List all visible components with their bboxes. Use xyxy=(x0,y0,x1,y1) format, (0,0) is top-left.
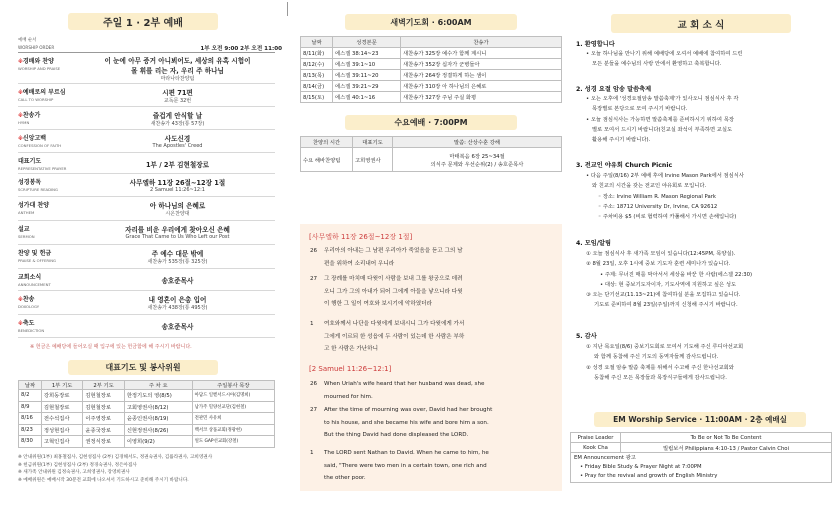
banner-title: 주일 1 · 2부 예배 xyxy=(103,18,183,29)
table-row: 8/9 김현철장로 김현철장로 고회영권사(8/12) 남가주 밀양선교단(김현철) xyxy=(19,401,275,413)
section-body: • 오늘 하나님을 만나기 위해 예배당에 오셔서 예배에 참여하여 드린 모든 분들을 예수님의 사랑 안에서 환영하고 축복합니다. xyxy=(586,51,743,68)
section-body: ① 오늘 점심식사 후 새가족 모임이 있습니다(12:45PM, 목양실). ② 8월 23일, 오후 1시에 중보 기도자 훈련 세미나가 있습니다. • 주제: 무너진 매를 막아서서 세상을 바꾼 한 사람(에스겔 22:30) • 대상: 현 중보기도자이자, 기도사역에 지원하고 싶은 성도 ③ 오는 단기선교(11.13~21)에 참여하실 분을 모집하고 있습니다. 기도로 준비하여 8월 23일(주일)까지 신청해 주시기 바랍니다. xyxy=(586,251,753,309)
order-row-worship: ※경배와 찬양 WORSHIP AND PRAISE 이 눈에 아무 증거 아니뵈어도, 세상의 유혹 시험이 몰 휘를 리는 자, 우리 주 하나님 마라나타찬양팀 xyxy=(18,54,275,84)
section-body: • 다음 주일(8/16) 2부 예배 후에 Irvine Mason Park에서 점심식사 와 친교의 시간을 갖는 전교인 야유회로 모입니다. ◦ 장소: Irvine William R. Mason Regional Park ◦ 주소: 18712 University Dr, Irvine, CA 92612 ◦ 주차비용 $5 (비로 협력하여 카풀해서 가시면 손해입니다) xyxy=(586,173,745,221)
duty-banner-title: 대표기도 및 봉사위원 xyxy=(105,363,181,372)
announcements-title: 교 회 소 식 xyxy=(677,19,725,31)
scripture-box xyxy=(300,224,562,491)
order-row-prayer: 대표기도 REPRESENTATIVE PRAYER 1부 / 2부 김현철장로 xyxy=(18,154,275,174)
verse-number: 1 xyxy=(310,321,314,327)
table-row xyxy=(571,453,832,483)
table-row: 8/16 전수석집사 이주영장로 윤종인권사(8/19) 전관민 사유희 xyxy=(19,413,275,425)
order-row-offering: 찬양 및 헌금 PRAISE & OFFERING 주 예수 대문 밖에 새찬송가 535장(통 325장) xyxy=(18,246,275,269)
note-line: ※ 안내위원(1부) 최홍철집사, 김현성집사 (2부) 김경해서도, 정권숙권사, 김률라권사, 고희영권사 xyxy=(18,455,213,460)
column-divider xyxy=(287,2,288,16)
col-header: 2부 기도 xyxy=(83,381,124,390)
table-header-row xyxy=(301,37,562,48)
dawn-prayer-banner xyxy=(345,14,517,30)
table-row: Kook Cha 빌립보서 Philippians 4:10-13 / Pastor Calvin Choi xyxy=(571,443,832,453)
table-header-row xyxy=(301,137,562,148)
order-row-creed: ※신앙고백 CONFESSION OF FAITH 사도신경 The Apostles' Creed xyxy=(18,131,275,153)
col-header: 주 차 요 xyxy=(124,381,192,390)
verse-text: When Uriah's wife heard that her husband was dead, she mourned for him. xyxy=(324,381,485,400)
verse-text: The LORD sent Nathan to David. When he came to him, he said, "There were two men in a certain town, one rich and the other poor. xyxy=(324,450,489,481)
section-title: 3. 전교인 야유회 Church Picnic xyxy=(576,162,673,169)
verse-text: 우리아의 아내는 그 남편 우리아가 죽었음을 듣고 그의 남 편을 위하여 소리내어 우니라 xyxy=(324,248,463,267)
verse-text: 그 장례를 마치매 다윗이 사람을 보내 그를 왕궁으로 데려 오니 그가 그의 아내가 되어 그에게 아들을 낳으니라 다윗 이 행한 그 일이 여호와 보시기에 악하였더라 xyxy=(324,276,463,307)
order-row-scripture: 성경봉독 SCRIPTURE READING 사무엘하 11장 26절~12장 1절 2 Samuel 11:26~12:1 xyxy=(18,175,275,197)
col-header: 찬양의 시간 xyxy=(301,137,353,148)
note-line: ※ 새가족 안내위원 김정숙권사, 고희영권사, 장영희권사 xyxy=(18,470,130,476)
col-header: 찬송가 xyxy=(401,37,562,48)
em-announcement-item: • Friday Bible Study & Prayer Night at 7:00PM xyxy=(580,464,702,470)
offering-note: ※ 헌금은 예배당에 들어오실 때 입구에 있는 헌금함에 해 주시기 바랍니다. xyxy=(30,344,192,350)
korean-reference: [사무엘하 11장 26절~12장 1절] xyxy=(309,233,413,241)
order-row-hymn: ※찬송가 HYMN 즐겁게 안식할 날 새찬송가 43장(통 57장) xyxy=(18,108,275,130)
em-banner-title: EM Worship Service · 11:00AM · 2층 예배실 xyxy=(613,415,787,424)
verse-number: 26 xyxy=(310,248,318,254)
verse-text: After the time of mourning was over, David had her brought to his house, and she became his wife and bore him a son. But the thing David had done displeased the LORD. xyxy=(324,407,493,438)
table-row: 8/30 고혁인집사 권정식장로 이영희(9/2) 얼도 GAP선교회(강철) xyxy=(19,436,275,448)
dawn-banner-title: 새벽기도회 · 6:00AM xyxy=(390,17,472,27)
col-header: 날짜 xyxy=(301,37,333,48)
section-title: 4. 모임/알림 xyxy=(576,240,611,247)
wed-banner-title: 수요예배 · 7:00PM xyxy=(394,118,468,127)
table-row: 8/13(목) 에스겔 39:11~20 새찬송가 264장 정결하게 하는 샘이 xyxy=(301,70,562,81)
col-header: 날짜 xyxy=(19,381,42,390)
table-row: Praise Leader To Be or Not To Be Content xyxy=(571,433,832,443)
table-row: 8/2 강희동장로 김현철장로 한정기도의 영(8/5) 아담드 일벧서드시아(김명희) xyxy=(19,390,275,402)
divider xyxy=(18,52,275,53)
sunday-service-banner xyxy=(68,13,218,30)
verse-number: 27 xyxy=(310,276,318,282)
order-row-benediction: ※축도 BENEDICTION 송호준목사 xyxy=(18,316,275,338)
announcements-column xyxy=(566,0,835,507)
order-row-doxology: ※찬송 DOXOLOGY 내 영혼이 은총 입어 새찬송가 438장(통 495장) xyxy=(18,292,275,315)
verse-number: 26 xyxy=(310,381,318,387)
em-worship-banner xyxy=(594,412,806,427)
table-row: 8/12(수) 에스겔 39:1~10 새찬송가 352장 십자가 군병들아 xyxy=(301,59,562,70)
church-small: 예배 순서 xyxy=(18,38,37,43)
duty-table xyxy=(18,380,275,448)
worship-order-column xyxy=(0,0,282,507)
col-header: 대표기도 xyxy=(353,137,393,148)
note-line: ※ 헌금위원(1부) 김현성집사 (2부) 정경숙권사, 정은아집사 xyxy=(18,462,137,468)
section-title: 2. 성경 요절 암송 말씀축제 xyxy=(576,86,652,93)
volunteer-notes xyxy=(18,454,282,484)
table-row: 8/14(금) 에스겔 39:21~29 새찬송가 310장 아 하나님의 은혜로 xyxy=(301,81,562,92)
em-announcement-title: EM Announcement 광고 xyxy=(574,455,636,461)
wednesday-table xyxy=(300,136,562,172)
verse-text: 여호와께서 나단을 다윗에게 보내시니 그가 다윗에게 가서 그에게 이르되 한 성읍에 두 사람이 있는데 한 사람은 부하 고 한 사람은 가난하니 xyxy=(324,321,465,352)
order-row-announcement: 교회소식 ANNOUNCEMENT 송호준목사 xyxy=(18,270,275,291)
verse-number: 1 xyxy=(310,450,314,456)
dawn-prayer-table xyxy=(300,36,562,103)
note-line: ※ 예배위원은 예배시작 30분전 교회에 나오셔서 기도하시고 준비해 주시기 바랍니다. xyxy=(18,477,189,483)
duty-banner xyxy=(68,360,218,375)
col-header: 주일봉사 목장 xyxy=(192,381,274,390)
em-table xyxy=(570,432,832,483)
table-row: 8/23 정성현집사 윤종국장로 신현정권사(8/26) 백서코 상품교회(정광현) xyxy=(19,424,275,436)
section-title: 1. 환영합니다 xyxy=(576,41,615,48)
section-body: ① 지난 목요일(8/6) 중보기도회로 모여서 기도해 주신 루디아선교회 와 함께 동참해 주신 기도의 동역자들께 감사드립니다. ② 성경 요절 암송 말씀 축제를 위해서 수고해 주신 한나선교회와 동참해 주신 모든 목장들과 목장식구들에게 감사드립니다. xyxy=(586,344,744,381)
table-header-row xyxy=(19,381,275,390)
order-row-anthem: 성가대 찬양 ANTHEM 아 하나님의 은혜로 시온찬양대 xyxy=(18,198,275,221)
worship-order-label: WORSHIP ORDER xyxy=(18,45,55,50)
order-row-call: ※예배로의 부르심 CALL TO WORSHIP 시편 71편 교독문 32번 xyxy=(18,85,275,107)
section-title: 5. 감사 xyxy=(576,333,597,340)
announcements-banner xyxy=(611,14,791,33)
section-body: • 오는 오후에 '성경요절암송 말씀축제'가 있사오니 점심식사 후 각 목장별로 본당으로 모여 주시기 바랍니다. • 오늘 점심식사는 가능하면 말씀축제를 준비하시기 위하여 목장 별로 모여서 드시기 바랍니다(친교실 좌석이 부족하면 교실도 활용해 주시기 바랍니다). xyxy=(586,96,739,144)
table-row: 8/11(화) 에스겔 38:14~23 새찬송가 325장 예수가 함께 계시니 xyxy=(301,48,562,59)
english-reference: [2 Samuel 11:26~12:1] xyxy=(309,365,392,373)
verse-number: 27 xyxy=(310,407,318,413)
order-row-sermon: 설교 SERMON 자리를 비운 우리에게 찾아오신 은혜 Grace That Came to Us Who Left our Post xyxy=(18,222,275,245)
service-times: 1부 오전 9:00 2부 오전 11:00 xyxy=(200,46,282,52)
col-header: 말씀: 산상수훈 강해 xyxy=(393,137,562,148)
table-row: 수요 해바찬양팀 고희영권사 마태복음 6장 25~34절 의식주 문제와 우선순위(2) / 송호준목사 xyxy=(301,148,562,172)
table-row: 8/15(토) 에스겔 40:1~16 새찬송가 327장 주님 주실 화평 xyxy=(301,92,562,103)
col-header: 1부 기도 xyxy=(41,381,82,390)
col-header: 성경본문 xyxy=(333,37,401,48)
em-announcement-item: • Pray for the revival and growth of English Ministry xyxy=(580,473,718,479)
wednesday-banner xyxy=(345,115,517,130)
